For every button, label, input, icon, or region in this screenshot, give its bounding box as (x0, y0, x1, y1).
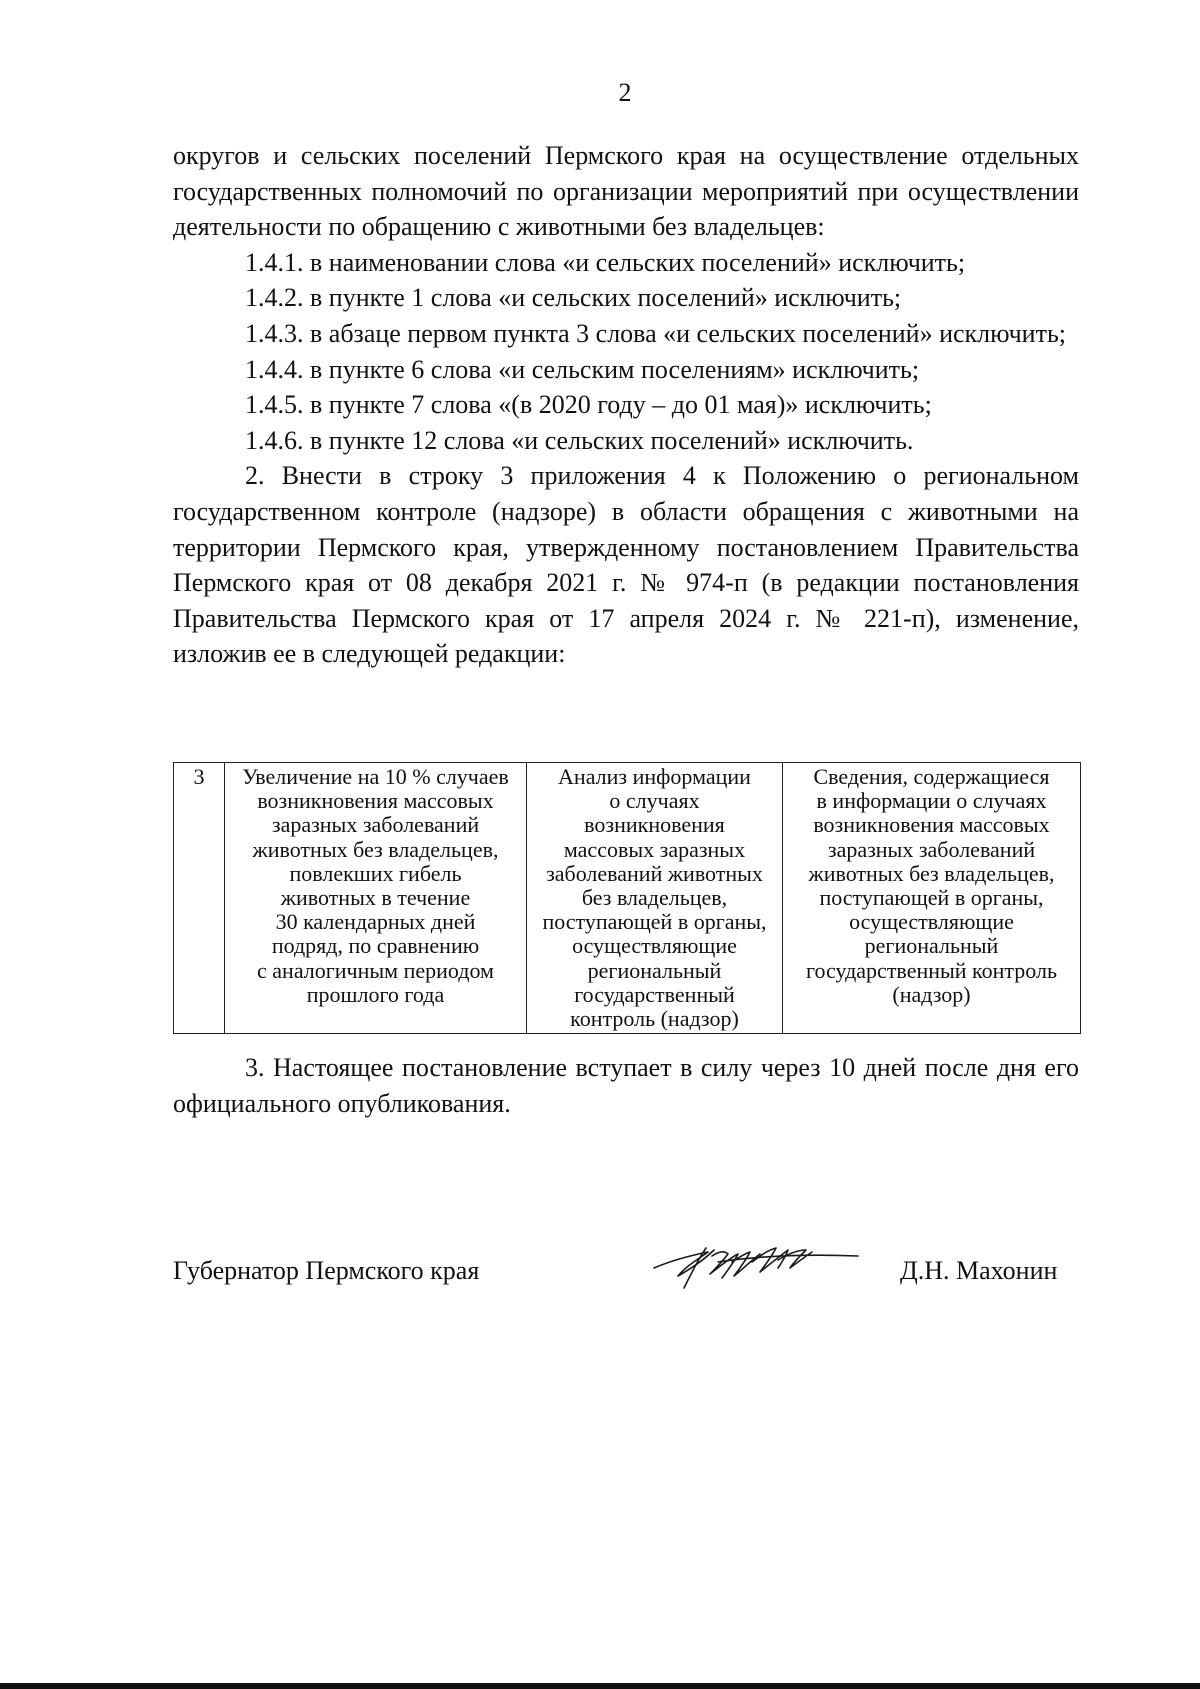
closing-section (173, 1050, 1079, 1122)
table-cell-method: Анализ информации о случаях возникновения массовых заразных заболеваний животных без владельцев, поступающей в органы, осуществляющие региональный государственный контроль (надзор) (527, 763, 783, 1034)
paragraph-1-4-2: 1.4.2. в пункте 1 слова «и сельских поселений» исключить; (245, 283, 902, 313)
table-row (174, 763, 1081, 1034)
paragraph-1-4-6: 1.4.6. в пункте 12 слова «и сельских поселений» исключить. (245, 425, 914, 455)
scan-border (0, 1683, 1200, 1689)
page-number: 2 (618, 78, 632, 107)
paragraph-2: 2. Внести в строку 3 приложения 4 к Положению о региональном государственном контроле (надзоре) в области обращения с животными на территории Пермского края, утвержденному постановлением Правительства Пермского края от 08 декабря 2021 г. № 974-п (в редакции постановления Правительства Пермского края от 17 апреля 2024 г. № 221-п), изменение, изложив ее в следующей редакции: (173, 461, 1079, 669)
signature-image (648, 1232, 863, 1292)
signer-name: Д.Н. Махонин (900, 1256, 1058, 1285)
table-cell-source: Сведения, содержащиеся в информации о случаях возникновения массовых заразных заболеваний животных без владельцев, поступающей в органы, осуществляющие региональный государственный контроль (надзор) (783, 763, 1081, 1034)
paragraph-1-4-4: 1.4.4. в пункте 6 слова «и сельским поселениям» исключить; (245, 354, 920, 384)
paragraph-1-4-1: 1.4.1. в наименовании слова «и сельских поселений» исключить; (245, 247, 966, 277)
paragraph-continuation: округов и сельских поселений Пермского края на осуществление отдельных государственных полномочий по организации мероприятий при осуществлении деятельности по обращению с животными без владельцев: (173, 141, 1079, 242)
signer-title: Губернатор Пермского края (173, 1256, 480, 1285)
paragraph-1-4-5: 1.4.5. в пункте 7 слова «(в 2020 году – до 01 мая)» исключить; (245, 390, 932, 420)
document-body (173, 138, 1079, 672)
table-cell-indicator: Увеличение на 10 % случаев возникновения массовых заразных заболеваний животных без владельцев, повлекших гибель животных в течение 30 календарных дней подряд, по сравнению с аналогичным периодом прошлого года (225, 763, 527, 1034)
table-cell-row-number: 3 (174, 763, 225, 1034)
amendment-table (173, 762, 1081, 1034)
paragraph-3: 3. Настоящее постановление вступает в силу через 10 дней после дня его официального опубликования. (173, 1053, 1079, 1118)
paragraph-1-4-3: 1.4.3. в абзаце первом пункта 3 слова «и сельских поселений» исключить; (245, 318, 1067, 348)
